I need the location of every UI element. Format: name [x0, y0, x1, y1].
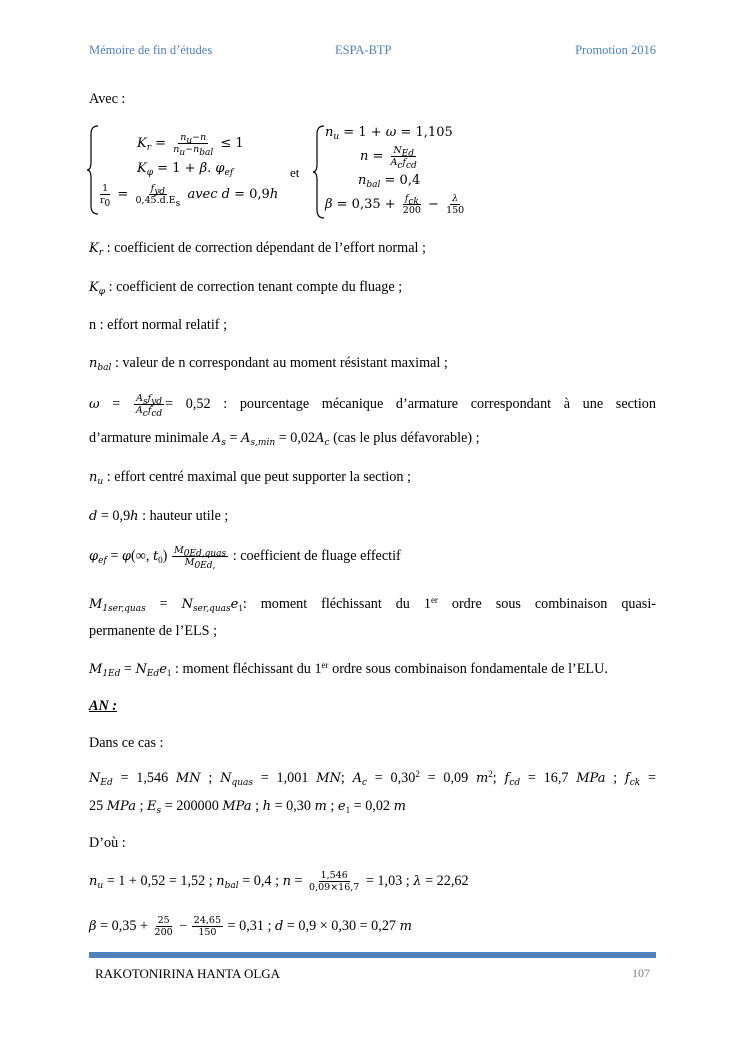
values-line2: 25 MPa ; $E_s = 200000$ MPa ; h = 0,30 m ; $e_1 = 0,02$ m — [89, 798, 406, 816]
eq-curvature: $\frac{1}{r_0}$ = $\frac{f_{yd}}{0,45.d.E_s}$ avec d = 0,9h — [100, 183, 279, 209]
results-line2: β = 0,35 + $\frac{25}{200}$ − $\frac{24,65}{150}$ = 0,31 ; d = 0,9 × 0,30 = 0,27 m — [89, 915, 412, 938]
def-d: d = 0,9h : hauteur utile ; — [89, 508, 229, 524]
dans-ce-cas: Dans ce cas : — [89, 735, 164, 751]
eq-kphi: $K_\varphi = 1 + \beta$. $\varphi_{ef}$ — [137, 161, 234, 178]
values-line1: $N_{Ed} = 1,546$ MN ; $N_{quas} = 1,001$ MN; $A_c = 0,30^2 = 0,09$ $m^2$; $f_{cd} = 16,7$ MPa ; $f_{ck}$ = — [89, 769, 656, 788]
avec-label: Avec : — [89, 91, 126, 107]
et-label: et — [290, 165, 300, 180]
def-m1ser-line1: $M_{1ser,quas} = N_{ser,quas}e_1$: moment fléchissant du 1er ordre sous combinaison quasi- — [89, 595, 656, 614]
header-center: ESPA-BTP — [335, 43, 392, 57]
eq-nu: $n_u = 1 + \omega = 1,105$ — [325, 125, 453, 142]
eq-n: n = $\frac{N_{Ed}}{A_cf_{cd}}$ — [360, 145, 417, 171]
def-nbal: $n_{bal}$ : valeur de n correspondant au moment résistant maximal ; — [89, 355, 448, 373]
def-n: n : effort normal relatif ; — [89, 317, 228, 333]
def-omega-line2: d’armature minimale $A_s = A_{s,min} = 0,02A_c$ (cas le plus défavorable) ; — [89, 430, 480, 448]
eq-beta: β = 0,35 + $\frac{f_{ck}}{200}$ − $\frac{\lambda}{150}$ — [325, 193, 465, 216]
right-brace — [312, 124, 326, 220]
def-kr: $K_r$ : coefficient de correction dépendant de l’effort normal ; — [89, 240, 426, 258]
def-phi: $\varphi_{ef} = \varphi(\infty$, $t_0$) $\frac{M_{0Ed,quas}}{M_{0Ed,}}$ : coefficient de fluage effectif — [89, 545, 401, 571]
def-m1ser-line2: permanente de l’ELS ; — [89, 623, 218, 639]
eq-nbal: $n_{bal} = 0,4$ — [358, 173, 421, 190]
def-omega-line1: ω = $\frac{A_sf_{yd}}{A_cf_{cd}}$ = 0,52 : pourcentage mécanique d’armature correspondant à une section — [89, 393, 656, 419]
header-left: Mémoire de fin d’études — [89, 43, 213, 57]
eq-kr: $K_r$ = $\frac{n_u-n}{n_u-n_{bal}}$ ≤ 1 — [137, 132, 244, 158]
an-title: AN : — [89, 698, 117, 714]
def-nu: $n_u$ : effort centré maximal que peut supporter la section ; — [89, 469, 411, 487]
header-right: Promotion 2016 — [575, 43, 656, 57]
footer-bar — [89, 952, 656, 958]
def-kphi: $K_\varphi$ : coefficient de correction tenant compte du fluage ; — [89, 279, 403, 297]
dou-label: D’où : — [89, 835, 126, 851]
footer-author: RAKOTONIRINA HANTA OLGA — [95, 966, 281, 981]
def-m1ed: $M_{1Ed} = N_{Ed}e_1$ : moment fléchissant du 1er ordre sous combinaison fondamentale de l’ELU. — [89, 660, 608, 679]
results-line1: $n_u = 1 + 0,52 = 1,52$ ; $n_{bal} = 0,4$ ; n = $\frac{1,546}{0,09\times 16,7}$ = 1,03 ; λ = 22,62 — [89, 870, 469, 893]
footer-page-number: 107 — [632, 966, 650, 980]
